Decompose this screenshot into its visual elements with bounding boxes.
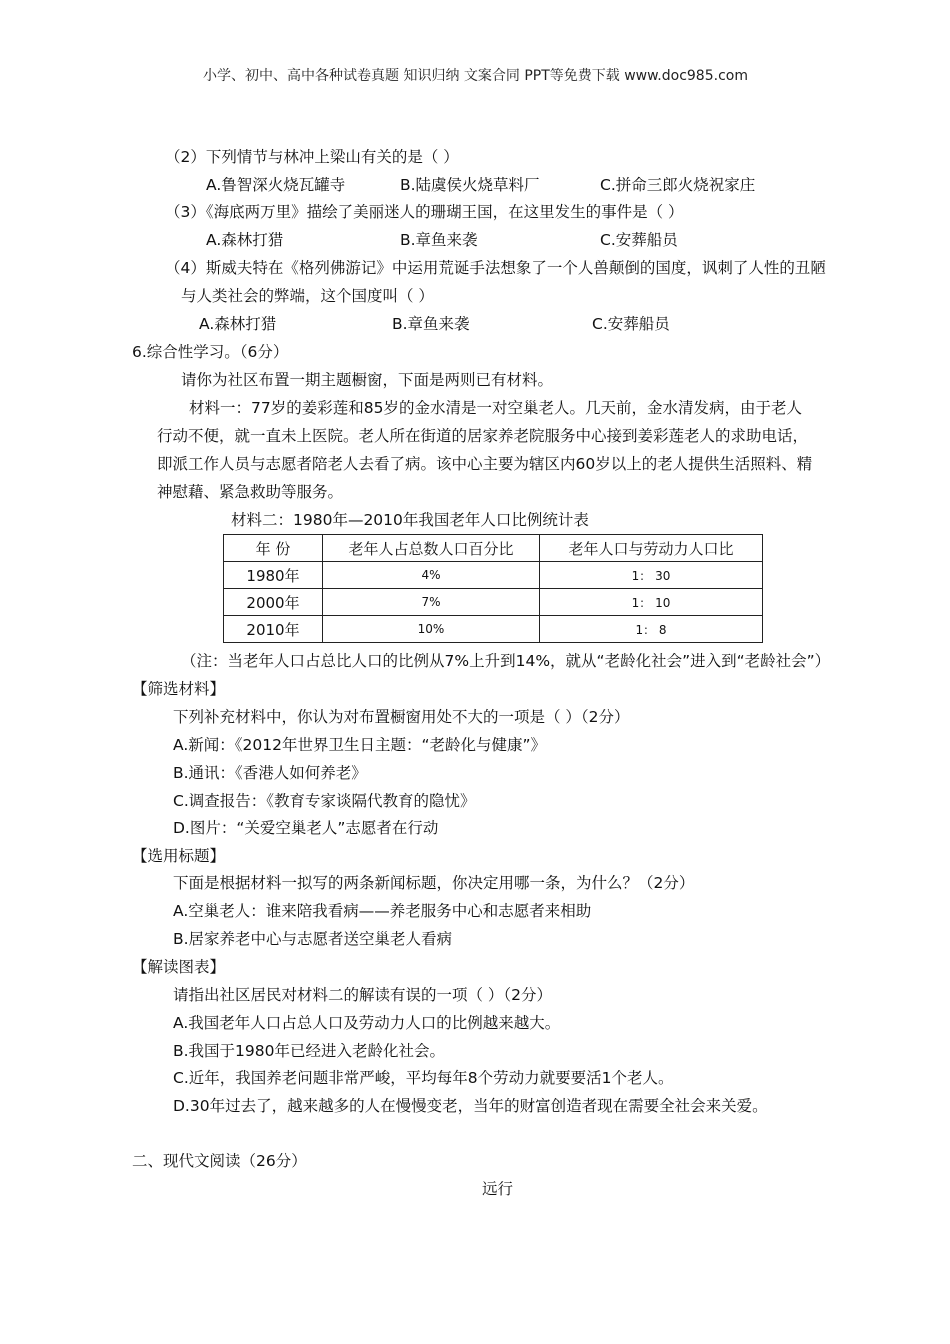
screen-option-a: A.新闻：《2012年世界卫生日主题：“老龄化与健康”》 [173,736,547,754]
table-cell-year: 2010年 [224,616,323,643]
table-cell-percent: 10% [323,616,540,643]
table-cell-percent: 4% [323,562,540,589]
table-row [224,562,763,589]
question-3-stem: （3）《海底两万里》描绘了美丽迷人的珊瑚王国，在这里发生的事件是（ ） [165,203,684,221]
chart-read-heading: 【解读图表】 [132,958,226,976]
chart-read-option-d: D.30年过去了，越来越多的人在慢慢变老，当年的财富创造者现在需要全社会来关爱。 [173,1097,768,1115]
question-4-option-c: C.安葬船员 [592,315,670,333]
material-1-line-2: 行动不便，就一直未上医院。老人所在街道的居家养老院服务中心接到姜彩莲老人的求助电话， [157,427,809,445]
table-note: （注：当老年人口占总比人口的比例从7%上升到14%，就从“老龄化社会”进入到“老龄社会”） [181,652,831,670]
screen-option-d: D.图片：“关爱空巢老人”志愿者在行动 [173,819,439,837]
screen-option-c: C.调查报告：《教育专家谈隔代教育的隐忧》 [173,792,476,810]
question-4-option-b: B.章鱼来袭 [392,315,470,333]
question-2-stem: （2）下列情节与林冲上梁山有关的是（ ） [165,148,459,166]
table-header-year: 年 份 [224,535,323,562]
section-6-intro: 请你为社区布置一期主题橱窗，下面是两则已有材料。 [181,371,554,389]
section-2-title: 二、现代文阅读（26分） [132,1152,307,1170]
section-6-title: 6.综合性学习。（6分） [132,343,289,361]
chart-read-stem: 请指出社区居民对材料二的解读有误的一项（ ）（2分） [173,986,553,1004]
chart-read-option-c: C.近年，我国养老问题非常严峻，平均每年8个劳动力就要要活1个老人。 [173,1069,674,1087]
screen-option-b: B.通讯：《香港人如何养老》 [173,764,367,782]
table-row [224,589,763,616]
table-cell-year: 2000年 [224,589,323,616]
question-3-option-b: B.章鱼来袭 [400,231,478,249]
screen-heading: 【筛选材料】 [132,680,226,698]
table-header-row [224,535,763,562]
question-2-option-b: B.陆虞侯火烧草料厂 [400,176,540,194]
headline-option-b: B.居家养老中心与志愿者送空巢老人看病 [173,930,453,948]
question-4-stem-line2: 与人类社会的弊端，这个国度叫（ ） [181,287,434,305]
chart-read-option-b: B.我国于1980年已经进入老龄化社会。 [173,1042,446,1060]
headline-heading: 【选用标题】 [132,847,226,865]
material-1-line-4: 神慰藉、紧急救助等服务。 [157,483,344,501]
material-2-title: 材料二：1980年—2010年我国老年人口比例统计表 [231,511,589,529]
table-row [224,616,763,643]
headline-stem: 下面是根据材料一拟写的两条新闻标题，你决定用哪一条，为什么？（2分） [173,874,695,892]
table-header-percent: 老年人占总数人口百分比 [323,535,540,562]
question-3-option-a: A.森林打猎 [206,231,284,249]
table-cell-ratio: 1： 30 [540,562,763,589]
material-1-line-3: 即派工作人员与志愿者陪老人去看了病。该中心主要为辖区内60岁以上的老人提供生活照料、精 [157,455,813,473]
question-4-option-a: A.森林打猎 [199,315,277,333]
chart-read-option-a: A.我国老年人口占总人口及劳动力人口的比例越来越大。 [173,1014,561,1032]
question-3-option-c: C.安葬船员 [600,231,678,249]
table-cell-ratio: 1： 10 [540,589,763,616]
table-cell-year: 1980年 [224,562,323,589]
table-cell-percent: 7% [323,589,540,616]
question-2-option-c: C.拼命三郎火烧祝家庄 [600,176,756,194]
screen-stem: 下列补充材料中，你认为对布置橱窗用处不大的一项是（ ）（2分） [173,708,630,726]
page-header: 小学、初中、高中各种试卷真题 知识归纳 文案合同 PPT等免费下载 www.doc985.com [203,68,748,84]
elderly-population-table [223,534,763,643]
article-title: 远行 [482,1180,514,1198]
question-4-stem-line1: （4）斯威夫特在《格列佛游记》中运用荒诞手法想象了一个人兽颠倒的国度，讽刺了人性的丑陋 [165,259,826,277]
material-1-line-1: 材料一：77岁的姜彩莲和85岁的金水清是一对空巢老人。几天前，金水清发病，由于老人 [189,399,802,417]
table-header-ratio: 老年人口与劳动力人口比 [540,535,763,562]
headline-option-a: A.空巢老人：谁来陪我看病——养老服务中心和志愿者来相助 [173,902,592,920]
question-2-option-a: A.鲁智深火烧瓦罐寺 [206,176,346,194]
table-cell-ratio: 1： 8 [540,616,763,643]
